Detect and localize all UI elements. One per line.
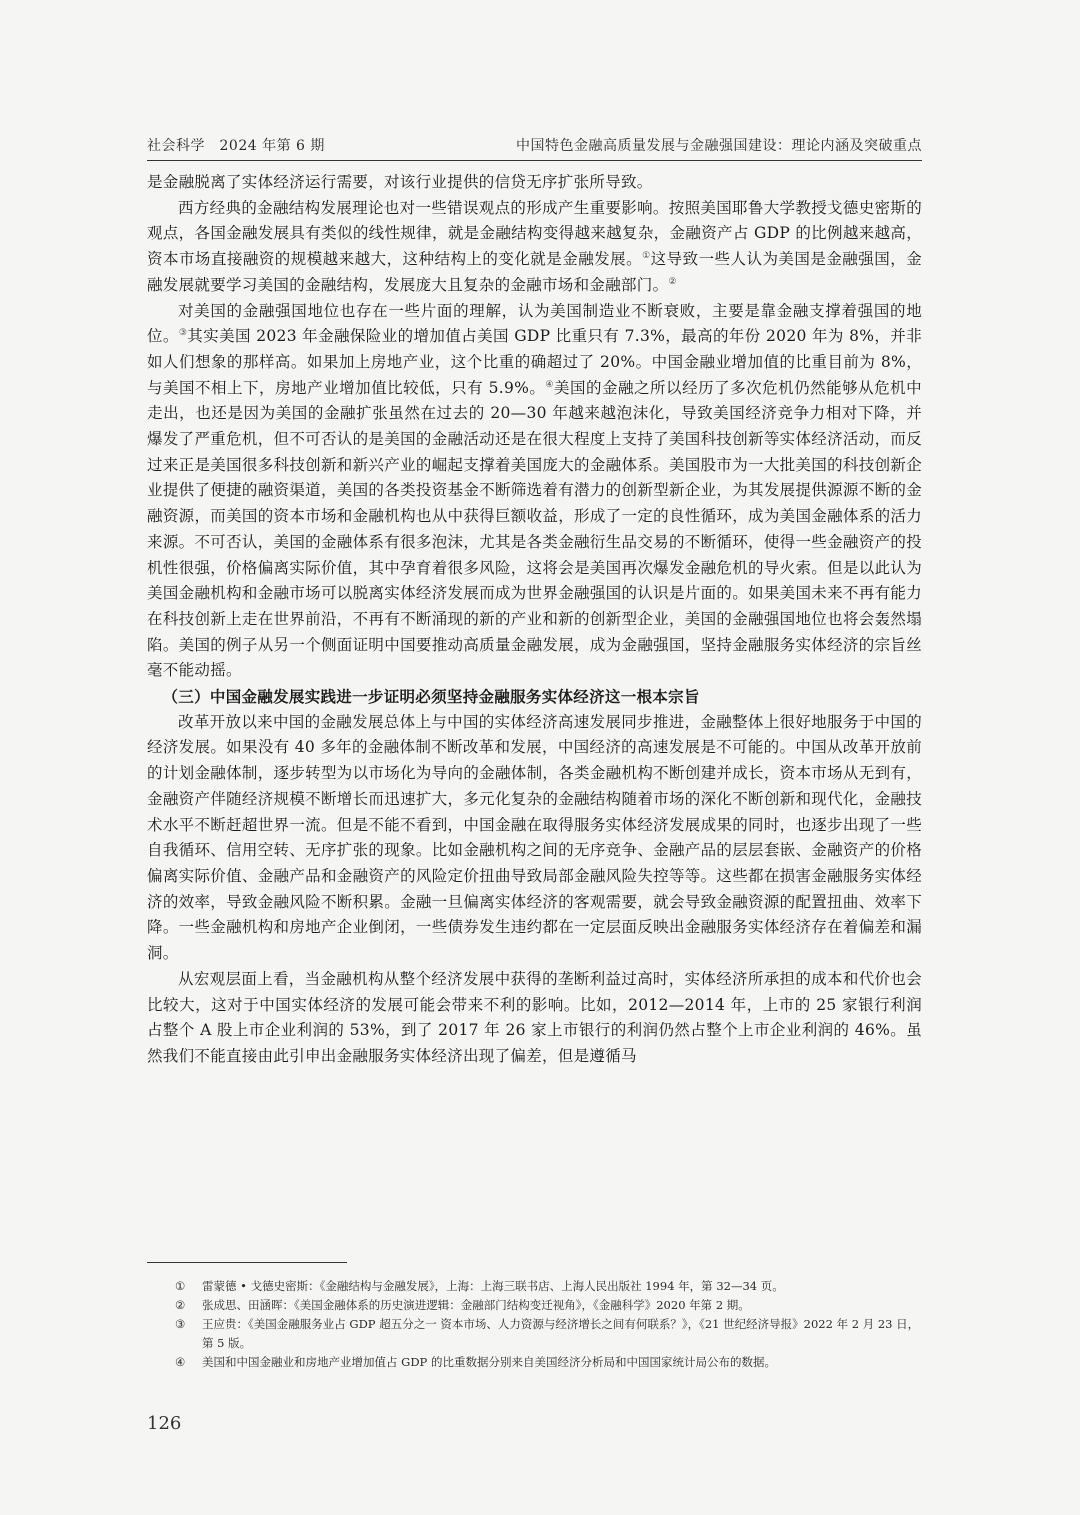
footnote-mark: ③ [175, 1317, 186, 1331]
page-number: 126 [147, 1413, 182, 1434]
section-subheading: （三）中国金融发展实践进一步证明必须坚持金融服务实体经济这一根本宗旨 [162, 687, 700, 707]
journal-issue: 社会科学 2024 年第 6 期 [147, 138, 325, 154]
footnote: ③ 王应贵：《美国金融服务业占 GDP 超五分之一 资本市场、人力资源与经济增长之间有何联系？》，《21 世纪经济导报》2022 年 2 月 23 日，第 5 版。 [175, 1317, 920, 1350]
footnote: ② 张成思、田涵晖：《美国金融体系的历史演进逻辑：金融部门结构变迁视角》，《金融科学》2020 年第 2 期。 [147, 1296, 922, 1315]
paragraph: 西方经典的金融结构发展理论也对一些错误观点的形成产生重要影响。按照美国耶鲁大学教授戈德史密斯的观点，各国金融发展具有类似的线性规律，就是金融结构变得越来越复杂，金融资产占 GDP 的比例越来越高，资本市场直接融资的规模越来越大，这种结构上的变化就是金融发展。①这导致一些人认为美国是金融强国，金融发展就要学习美国的金融结构，发展庞大且复杂的金融市场和金融部门。② [147, 198, 922, 294]
article-title: 中国特色金融高质量发展与金融强国建设：理论内涵及突破重点 [516, 138, 922, 154]
footnote: ① 雷蒙德 • 戈德史密斯：《金融结构与金融发展》，上海：上海三联书店、上海人民出版社 1994 年，第 32—34 页。 [147, 1277, 922, 1296]
footnote-ref[interactable]: ④ [545, 379, 554, 390]
footnote-mark: ② [175, 1298, 186, 1312]
footnote-ref[interactable]: ③ [178, 328, 188, 339]
header-divider [147, 160, 922, 161]
footnote-mark: ④ [175, 1355, 186, 1369]
footnote-divider [147, 1262, 347, 1263]
article-body [147, 170, 922, 1070]
paragraph: 对美国的金融强国地位也存在一些片面的理解，认为美国制造业不断衰败，主要是靠金融支撑着强国的地位。③其实美国 2023 年金融保险业的增加值占美国 GDP 比重只有 7.3%，最高的年份 2020 年为 8%，并非如人们想象的那样高。如果加上房地产业，这个比重的确超过了 20%。中国金融业增加值的比重目前为 8%，与美国不相上下，房地产业增加值比较低，只有 5.9%。④美国的金融之所以经历了多次危机仍然能够从危机中走出，也还是因为美国的金融扩张虽然在过去的 20—30 年越来越泡沫化，导致美国经济竞争力相对下降，并爆发了严重危机，但不可否认的是美国的金融活动还是在很大程度上支持了美国科技创新等实体经济活动，而反过来正是美国很多科技创新和新兴产业的崛起支撑着美国庞大的金融体系。美国股市为一大批美国的科技创新企业提供了便捷的融资渠道，美国的各类投资基金不断筛选着有潜力的创新型新企业，为其发展提供源源不断的金融资源，而美国的资本市场和金融机构也从中获得巨额收益，形成了一定的良性循环，成为美国金融体系的活力来源。不可否认，美国的金融体系有很多泡沫，尤其是各类金融衍生品交易的不断循环，使得一些金融资产的投机性很强，价格偏离实际价值，其中孕育着很多风险，这将会是美国再次爆发金融危机的导火索。但是以此认为美国金融机构和金融市场可以脱离实体经济发展而成为世界金融强国的认识是片面的。如果美国未来不再有能力在科技创新上走在世界前沿，不再有不断涌现的新的产业和新的创新型企业，美国的金融强国地位也将会轰然塌陷。美国的例子从另一个侧面证明中国要推动高质量金融发展，成为金融强国，坚持金融服务实体经济的宗旨丝毫不能动摇。 [147, 301, 922, 680]
footnote-ref[interactable]: ① [642, 250, 651, 261]
footnote: ④ 美国和中国金融业和房地产业增加值占 GDP 的比重数据分别来自美国经济分析局和中国国家统计局公布的数据。 [147, 1353, 922, 1372]
footnotes [147, 1277, 922, 1372]
footnote-ref[interactable]: ② [668, 276, 677, 287]
footnote-mark: ① [175, 1279, 186, 1293]
paragraph: 从宏观层面上看，当金融机构从整个经济发展中获得的垄断利益过高时，实体经济所承担的成本和代价也会比较大，这对于中国实体经济的发展可能会带来不利的影响。比如，2012—2014 年，上市的 25 家银行利润占整个 A 股上市企业利润的 53%，到了 2017 年 26 家上市银行的利润仍然占整个上市企业利润的 46%。虽然我们不能直接由此引申出金融服务实体经济出现了偏差，但是遵循马 [147, 969, 922, 1065]
paragraph: 是金融脱离了实体经济运行需要，对该行业提供的信贷无序扩张所导致。 [147, 173, 653, 191]
paragraph: 改革开放以来中国的金融发展总体上与中国的实体经济高速发展同步推进，金融整体上很好地服务于中国的经济发展。如果没有 40 多年的金融体制不断改革和发展，中国经济的高速发展是不可能的。中国从改革开放前的计划金融体制，逐步转型为以市场化为导向的金融体制，各类金融机构不断创建并成长，资本市场从无到有，金融资产伴随经济规模不断增长而迅速扩大，多元化复杂的金融结构随着市场的深化不断创新和现代化，金融技术水平不断赶超世界一流。但是不能不看到，中国金融在取得服务实体经济发展成果的同时，也逐步出现了一些自我循环、信用空转、无序扩张的现象。比如金融机构之间的无序竞争、金融产品的层层套嵌、金融资产的价格偏离实际价值、金融产品和金融资产的风险定价扭曲导致局部金融风险失控等等。这些都在损害金融服务实体经济的效率，导致金融风险不断积累。金融一旦偏离实体经济的客观需要，就会导致金融资源的配置扭曲、效率下降。一些金融机构和房地产企业倒闭，一些债券发生违约都在一定层面反映出金融服务实体经济存在着偏差和漏洞。 [147, 712, 922, 963]
